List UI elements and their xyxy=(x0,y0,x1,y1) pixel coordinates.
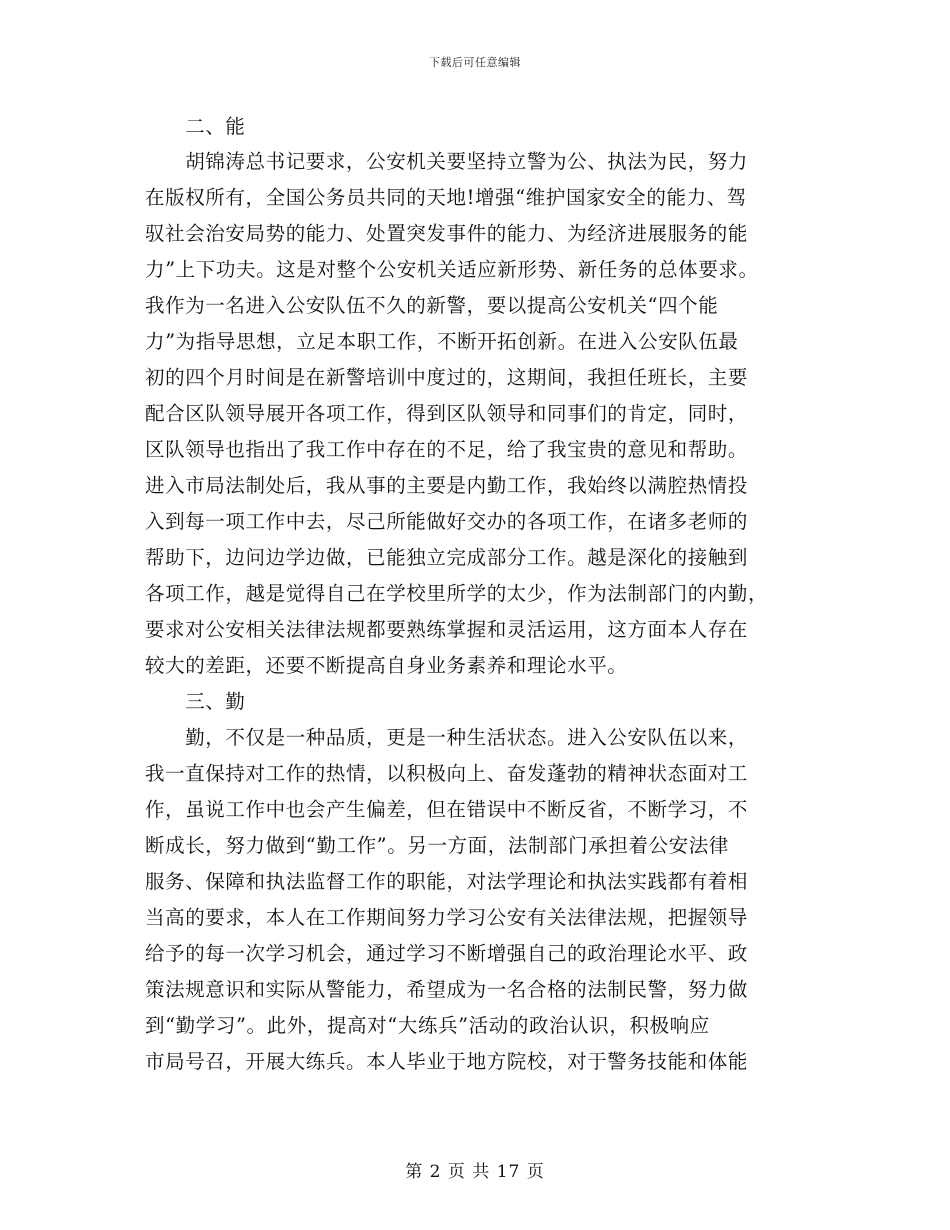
paragraph-line: 力”上下功夫。这是对整个公安机关适应新形势、新任务的总体要求。 xyxy=(145,258,759,281)
paragraph-line: 力”为指导思想，立足本职工作，不断开拓创新。在进入公安队伍最 xyxy=(145,330,739,353)
paragraph-line: 区队领导也指出了我工作中存在的不足，给了我宝贵的意见和帮助。 xyxy=(145,438,749,461)
paragraph-line: 作，虽说工作中也会产生偏差，但在错误中不断反省，不断学习，不 xyxy=(145,798,749,821)
paragraph-line: 进入市局法制处后，我从事的主要是内勤工作，我始终以满腔热情投 xyxy=(145,474,749,497)
paragraph-line: 给予的每一次学习机会，通过学习不断增强自己的政治理论水平、政 xyxy=(145,942,749,965)
paragraph-line: 策法规意识和实际从警能力，希望成为一名合格的法制民警，努力做 xyxy=(145,978,749,1001)
section-heading-qin: 三、勤 xyxy=(145,690,246,713)
paragraph-line: 勤，不仅是一种品质，更是一种生活状态。进入公安队伍以来， xyxy=(145,726,749,749)
paragraph-line: 服务、保障和执法监督工作的职能，对法学理论和执法实践都有着相 xyxy=(145,870,749,893)
paragraph-line: 市局号召，开展大练兵。本人毕业于地方院校，对于警务技能和体能 xyxy=(145,1050,749,1073)
page-number-footer: 第 2 页 共 17 页 xyxy=(405,1162,545,1182)
page-header: 下载后可任意编辑 xyxy=(429,56,521,69)
paragraph-line: 各项工作，越是觉得自己在学校里所学的太少，作为法制部门的内勤， xyxy=(145,582,769,605)
paragraph-line: 配合区队领导展开各项工作，得到区队领导和同事们的肯定，同时， xyxy=(145,402,749,425)
paragraph-line: 驭社会治安局势的能力、处置突发事件的能力、为经济进展服务的能 xyxy=(145,222,749,245)
paragraph-line: 到“勤学习”。此外，提高对“大练兵”活动的政治认识，积极响应 xyxy=(145,1014,710,1037)
paragraph-line: 初的四个月时间是在新警培训中度过的，这期间，我担任班长，主要 xyxy=(145,366,749,389)
section-heading-neng: 二、能 xyxy=(145,115,246,138)
paragraph-line: 我一直保持对工作的热情，以积极向上、奋发蓬勃的精神状态面对工 xyxy=(145,762,749,785)
paragraph-line: 帮助下，边问边学边做，已能独立完成部分工作。越是深化的接触到 xyxy=(145,546,749,569)
paragraph-line: 胡锦涛总书记要求，公安机关要坚持立警为公、执法为民，努力 xyxy=(145,150,749,173)
paragraph-line: 较大的差距，还要不断提高自身业务素养和理论水平。 xyxy=(145,654,628,677)
paragraph-line: 当高的要求，本人在工作期间努力学习公安有关法律法规，把握领导 xyxy=(145,906,749,929)
paragraph-line: 我作为一名进入公安队伍不久的新警，要以提高公安机关“四个能 xyxy=(145,294,719,317)
paragraph-line: 在版权所有，全国公务员共同的天地!增强“维护国家安全的能力、驾 xyxy=(145,186,747,209)
paragraph-line: 入到每一项工作中去，尽己所能做好交办的各项工作，在诸多老师的 xyxy=(145,510,749,533)
paragraph-line: 断成长，努力做到“勤工作”。另一方面，法制部门承担着公安法律 xyxy=(145,834,729,857)
paragraph-line: 要求对公安相关法律法规都要熟练掌握和灵活运用，这方面本人存在 xyxy=(145,618,749,641)
